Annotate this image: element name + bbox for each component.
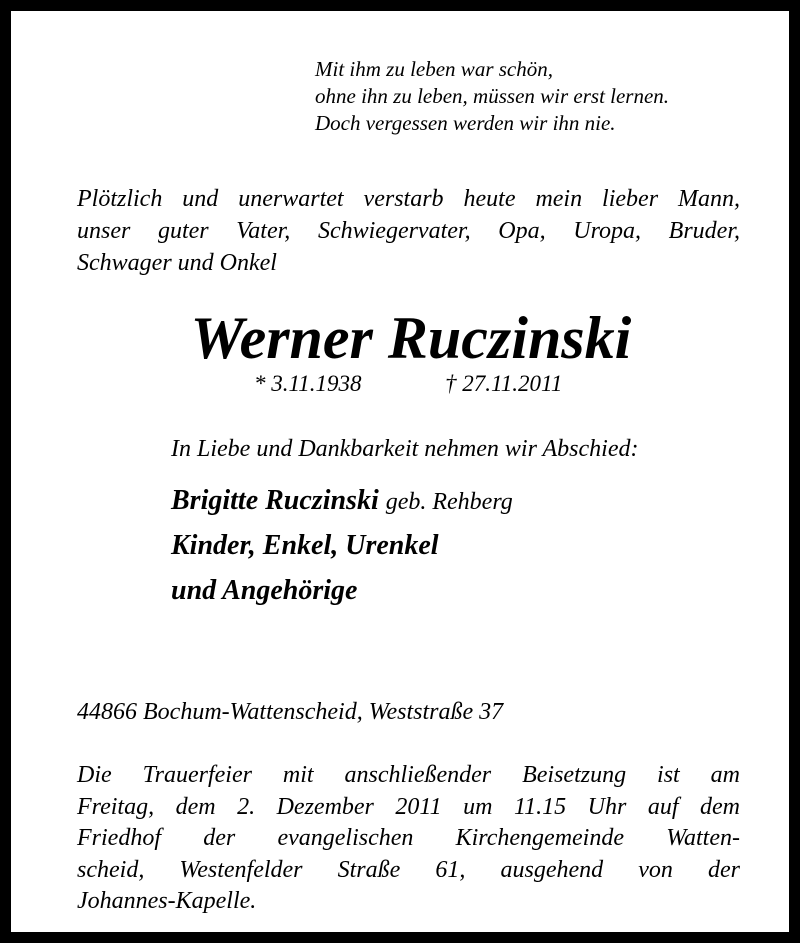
mourner-family: Kinder, Enkel, Urenkel	[171, 530, 439, 561]
funeral-line: Freitag, dem 2. Dezember 2011 um 11.15 Uhr auf dem	[77, 793, 740, 820]
mourner-spouse	[171, 485, 513, 517]
funeral-line: Die Trauerfeier mit anschließender Beisetzung ist am	[77, 762, 740, 788]
death-announcement	[77, 183, 740, 279]
poem-line: ohne ihn zu leben, müssen wir erst lernen.	[315, 84, 670, 108]
mourner-relatives: und Angehörige	[171, 575, 358, 606]
birth-date: * 3.11.1938	[254, 371, 362, 396]
death-date: † 27.11.2011	[445, 371, 563, 396]
funeral-details	[77, 760, 740, 918]
announcement-line: Schwager und Onkel	[77, 250, 277, 276]
spouse-name: Brigitte Ruczinski	[171, 485, 379, 516]
poem-line: Mit ihm zu leben war schön,	[315, 57, 553, 81]
memorial-poem	[315, 56, 669, 137]
funeral-line: scheid, Westenfelder Straße 61, ausgehend von der	[77, 856, 740, 883]
announcement-line: unser guter Vater, Schwiegervater, Opa, Uropa, Bruder,	[77, 218, 740, 244]
poem-line: Doch vergessen werden wir ihn nie.	[315, 111, 616, 135]
family-address: 44866 Bochum-Wattenscheid, Weststraße 37	[77, 699, 504, 725]
deceased-name: Werner Ruczinski	[190, 305, 632, 371]
announcement-line: Plötzlich und unerwartet verstarb heute mein lieber Mann,	[77, 186, 740, 212]
farewell-line: In Liebe und Dankbarkeit nehmen wir Abschied:	[171, 436, 639, 462]
funeral-line: Johannes-Kapelle.	[77, 888, 257, 914]
funeral-line: Friedhof der evangelischen Kirchengemeinde Watten-	[77, 825, 740, 851]
spouse-birthname: geb. Rehberg	[385, 489, 513, 515]
